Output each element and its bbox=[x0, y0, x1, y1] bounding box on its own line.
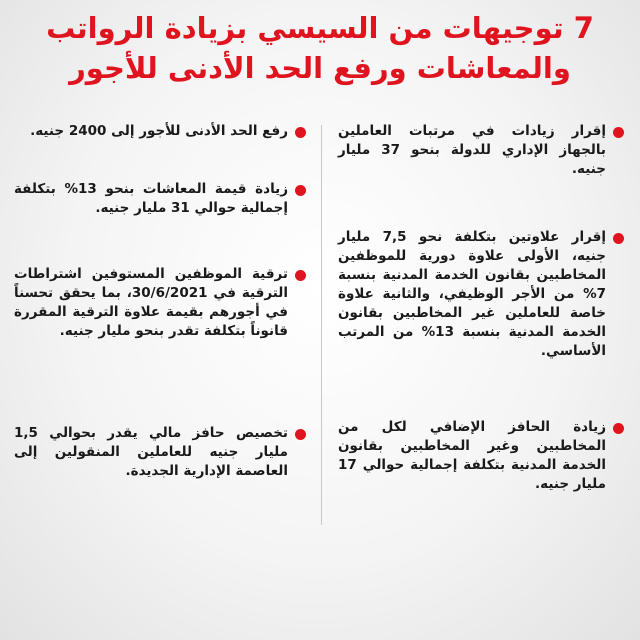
item-text: زيادة الحافز الإضافي لكل من المخاطبين وغير المخاطبين بقانون الخدمة المدنية بتكلفة إجمالية حوالي 17 مليار جنيه. bbox=[338, 419, 606, 492]
list-item bbox=[14, 265, 310, 341]
item-text: رفع الحد الأدنى للأجور إلى 2400 جنيه. bbox=[30, 123, 288, 139]
page-title bbox=[20, 8, 620, 88]
list-item bbox=[14, 122, 310, 141]
list-item bbox=[338, 122, 628, 179]
item-text: ترقية الموظفين المستوفين اشتراطات الترقية في 30/6/2021، بما يحقق تحسناً في أجورهم بقيمة علاوة الترقية المقررة قانوناً بتكلفة تقدر بنحو مليار جنيه. bbox=[14, 266, 288, 339]
item-text: إقرار علاوتين بتكلفة نحو 7,5 مليار جنيه، الأولى علاوة دورية للموظفين المخاطبين بقانون الخدمة المدنية بنسبة 7% من الأجر الوظيفي، والثانية علاوة خاصة للعاملين غير المخاطبين بقانون الخدمة المدنية بنسبة 13% من المرتب الأساسي. bbox=[338, 229, 607, 359]
item-text: زيادة قيمة المعاشات بنحو 13% بتكلفة إجمالية حوالي 31 مليار جنيه. bbox=[14, 181, 288, 216]
bullet-icon bbox=[295, 127, 306, 138]
title-line-1: 7 توجيهات من السيسي بزيادة الرواتب bbox=[46, 11, 594, 45]
bullet-icon bbox=[295, 185, 306, 196]
bullet-icon bbox=[295, 270, 306, 281]
bullet-icon bbox=[613, 233, 624, 244]
list-item bbox=[14, 180, 310, 218]
bullet-icon bbox=[613, 127, 624, 138]
list-item bbox=[338, 418, 628, 494]
list-item bbox=[338, 228, 628, 361]
title-line-2: والمعاشات ورفع الحد الأدنى للأجور bbox=[69, 51, 571, 85]
list-item bbox=[14, 424, 310, 481]
bullet-icon bbox=[613, 423, 624, 434]
bullet-icon bbox=[295, 429, 306, 440]
column-divider bbox=[321, 125, 322, 525]
item-text: إقرار زيادات في مرتبات العاملين بالجهاز الإداري للدولة بنحو 37 مليار جنيه. bbox=[338, 123, 607, 177]
item-text: تخصيص حافز مالي يقدر بحوالي 1,5 مليار جنيه للعاملين المنقولين إلى العاصمة الإدارية الجديدة. bbox=[14, 425, 288, 479]
